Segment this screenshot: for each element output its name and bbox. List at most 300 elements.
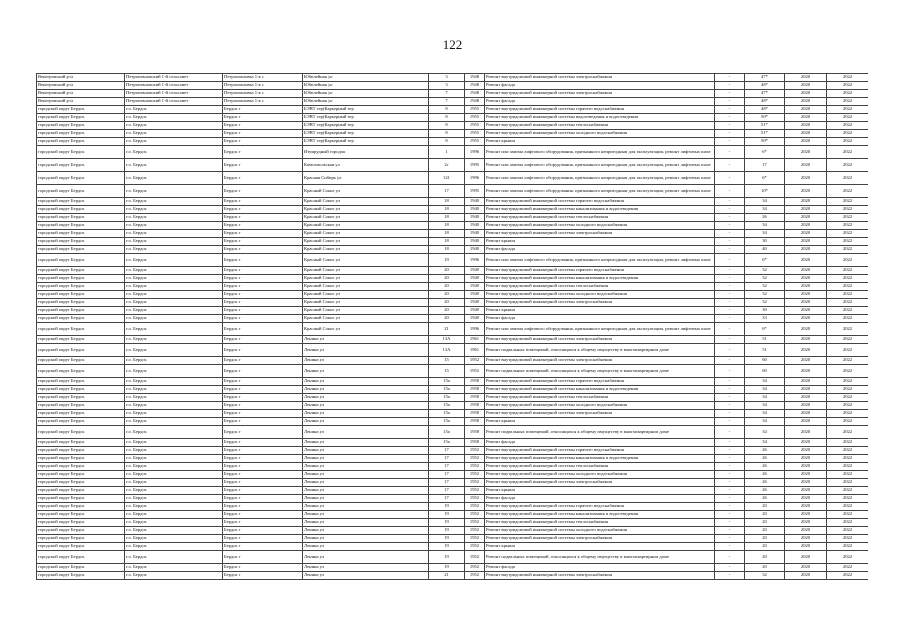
apartment-count-cell: 32 [745,275,785,283]
build-year-cell: 1955 [465,122,485,130]
apartment-count-cell: 32 [745,283,785,291]
house-number-cell: 3 [429,82,465,90]
apartment-count-cell: 34 [745,222,785,230]
street-cell: Красный Сокол ул [303,307,429,315]
end-year-cell: 2022 [827,246,869,254]
work-type-cell: Ремонт крыши [485,307,715,315]
apartment-count-cell: 20 [745,564,785,572]
street-cell: Юбилейная ул [303,74,429,82]
work-type-cell: Ремонт или замена лифтового оборудования, признанного непригодным для эксплуатации, ремонт лифтовых шахт [485,172,715,185]
house-number-cell: 1 [429,146,465,159]
settlement-cell: г.о. Бердск [125,159,223,172]
build-year-cell: 1940 [465,198,485,206]
work-type-cell: Ремонт или замена лифтового оборудования, признанного непригодным для эксплуатации, ремонт лифтовых шахт [485,185,715,198]
municipality-cell: городской округ Бердск [37,479,125,487]
cost-cell: - [715,230,745,238]
build-year-cell: 1958 [465,386,485,394]
table-row [37,254,869,267]
build-year-cell: 1958 [465,394,485,402]
settlement-cell: г.о. Бердск [125,299,223,307]
work-type-cell: Ремонт подвальных помещений, относящихся к общему имуществу в многоквартирном доме [485,551,715,564]
settlement-cell: г.о. Бердск [125,439,223,447]
table-row [37,198,869,206]
work-type-cell: Ремонт внутридомовой инженерной системы электроснабжения [485,230,715,238]
start-year-cell: 2020 [785,511,827,519]
house-number-cell: 18 [429,222,465,230]
work-type-cell: Ремонт внутридомовой инженерной системы горячего водоснабжения [485,503,715,511]
build-year-cell: 1940 [465,238,485,246]
street-cell: Ленина ул [303,394,429,402]
house-number-cell: 121 [429,172,465,185]
build-year-cell: 1952 [465,511,485,519]
house-number-cell: 2г [429,159,465,172]
end-year-cell: 2022 [827,535,869,543]
locality-cell: Бердск г [223,267,303,275]
settlement-cell: г.о. Бердск [125,122,223,130]
settlement-cell: г.о. Бердск [125,495,223,503]
start-year-cell: 2020 [785,463,827,471]
start-year-cell: 2020 [785,254,827,267]
municipality-cell: городской округ Бердск [37,114,125,122]
end-year-cell: 2022 [827,527,869,535]
street-cell: Ленина ул [303,543,429,551]
locality-cell: Бердск г [223,307,303,315]
work-type-cell: Ремонт внутридомовой инженерной системы электроснабжения [485,299,715,307]
apartment-count-cell: 60 [745,365,785,378]
cost-cell: - [715,122,745,130]
work-type-cell: Ремонт внутридомовой инженерной системы канализования и водоотведения [485,275,715,283]
table-row [37,323,869,336]
settlement-cell: г.о. Бердск [125,463,223,471]
table-row [37,336,869,344]
apartment-count-cell: 34 [745,230,785,238]
apartment-count-cell: 26 [745,487,785,495]
locality-cell: Бердск г [223,206,303,214]
street-cell: Красный Сокол ул [303,246,429,254]
house-number-cell: 8 [429,114,465,122]
locality-cell: Бердск г [223,214,303,222]
table-row [37,230,869,238]
table-row [37,159,869,172]
house-number-cell: 21 [429,572,465,580]
house-number-cell: 18 [429,246,465,254]
locality-cell: Бердск г [223,365,303,378]
table-row [37,283,869,291]
work-type-cell: Ремонт внутридомовой инженерной системы теплоснабжения [485,122,715,130]
settlement-cell: Петропавловский 1-й сельсовет [125,98,223,106]
settlement-cell: г.о. Бердск [125,307,223,315]
start-year-cell: 2020 [785,114,827,122]
house-number-cell: 19 [429,519,465,527]
locality-cell: Бердск г [223,564,303,572]
end-year-cell: 2022 [827,159,869,172]
work-type-cell: Ремонт внутридомовой инженерной системы холодного водоснабжения [485,222,715,230]
table-row [37,447,869,455]
street-cell: Ленина ул [303,386,429,394]
start-year-cell: 2020 [785,159,827,172]
apartment-count-cell: 34 [745,206,785,214]
table-row [37,98,869,106]
start-year-cell: 2020 [785,185,827,198]
apartment-count-cell: 34 [745,418,785,426]
table-row [37,386,869,394]
settlement-cell: г.о. Бердск [125,365,223,378]
build-year-cell: 1952 [465,479,485,487]
cost-cell: - [715,527,745,535]
start-year-cell: 2020 [785,572,827,580]
apartment-count-cell: 34 [745,410,785,418]
municipality-cell: городской округ Бердск [37,519,125,527]
municipality-cell: городской округ Бердск [37,394,125,402]
apartment-count-cell: 30 [745,238,785,246]
cost-cell: - [715,426,745,439]
street-cell: Красный Сокол ул [303,206,429,214]
table-body [37,74,869,580]
locality-cell: Бердск г [223,122,303,130]
work-type-cell: Ремонт внутридомовой инженерной системы канализования и водоотведения [485,511,715,519]
house-number-cell: 17 [429,185,465,198]
street-cell: Ленина ул [303,344,429,357]
settlement-cell: г.о. Бердск [125,487,223,495]
start-year-cell: 2020 [785,447,827,455]
apartment-count-cell: 32 [745,299,785,307]
locality-cell: Бердск г [223,172,303,185]
work-type-cell: Ремонт фасада [485,315,715,323]
build-year-cell: 1996 [465,254,485,267]
house-number-cell: 15 [429,365,465,378]
house-number-cell: 13А [429,336,465,344]
end-year-cell: 2022 [827,479,869,487]
table-row [37,106,869,114]
locality-cell: Бердск г [223,394,303,402]
end-year-cell: 2022 [827,447,869,455]
table-row [37,291,869,299]
apartment-count-cell: 51 [745,344,785,357]
table-row [37,455,869,463]
start-year-cell: 2020 [785,471,827,479]
start-year-cell: 2020 [785,230,827,238]
street-cell: Ленина ул [303,426,429,439]
street-cell: Красный Сокол ул [303,283,429,291]
cost-cell: - [715,365,745,378]
settlement-cell: г.о. Бердск [125,114,223,122]
settlement-cell: г.о. Бердск [125,344,223,357]
street-cell: Красный Сокол ул [303,214,429,222]
start-year-cell: 2020 [785,299,827,307]
street-cell: Ленина ул [303,503,429,511]
start-year-cell: 2020 [785,386,827,394]
municipality-cell: городской округ Бердск [37,487,125,495]
apartment-count-cell: 6* [745,254,785,267]
settlement-cell: г.о. Бердск [125,410,223,418]
end-year-cell: 2022 [827,511,869,519]
build-year-cell: 1948 [465,82,485,90]
start-year-cell: 2020 [785,214,827,222]
table-row [37,418,869,426]
street-cell: Ленина ул [303,365,429,378]
locality-cell: Бердск г [223,426,303,439]
table-row [37,527,869,535]
locality-cell: Петропавловка 1-я с [223,74,303,82]
table-row [37,122,869,130]
apartment-count-cell: 30 [745,307,785,315]
apartment-count-cell: 6* [745,172,785,185]
house-number-cell: 19 [429,551,465,564]
cost-cell: - [715,106,745,114]
start-year-cell: 2020 [785,172,827,185]
settlement-cell: г.о. Бердск [125,418,223,426]
build-year-cell: 1955 [465,114,485,122]
settlement-cell: г.о. Бердск [125,267,223,275]
build-year-cell: 1996 [465,323,485,336]
apartment-count-cell: 20 [745,527,785,535]
house-number-cell: 19 [429,254,465,267]
street-cell: Юбилейная ул [303,82,429,90]
settlement-cell: г.о. Бердск [125,519,223,527]
settlement-cell: г.о. Бердск [125,426,223,439]
end-year-cell: 2022 [827,344,869,357]
work-type-cell: Ремонт внутридомовой инженерной системы теплоснабжения [485,283,715,291]
house-number-cell: 17 [429,463,465,471]
cost-cell: - [715,222,745,230]
house-number-cell: 19 [429,564,465,572]
table-row [37,238,869,246]
municipality-cell: городской округ Бердск [37,254,125,267]
locality-cell: Бердск г [223,323,303,336]
build-year-cell: 1952 [465,357,485,365]
start-year-cell: 2020 [785,222,827,230]
end-year-cell: 2022 [827,230,869,238]
end-year-cell: 2022 [827,426,869,439]
build-year-cell: 1958 [465,402,485,410]
cost-cell: - [715,82,745,90]
apartment-count-cell: 20 [745,519,785,527]
house-number-cell: 20 [429,267,465,275]
municipality-cell: городской округ Бердск [37,564,125,572]
table-row [37,344,869,357]
work-type-cell: Ремонт внутридомовой инженерной системы холодного водоснабжения [485,527,715,535]
cost-cell: - [715,394,745,402]
settlement-cell: г.о. Бердск [125,206,223,214]
build-year-cell: 1996 [465,172,485,185]
build-year-cell: 1940 [465,214,485,222]
street-cell: БЭВТ тер(Карьерный тер [303,130,429,138]
municipality-cell: городской округ Бердск [37,378,125,386]
work-type-cell: Ремонт внутридомовой инженерной системы холодного водоснабжения [485,471,715,479]
apartment-count-cell: 51* [745,130,785,138]
locality-cell: Бердск г [223,185,303,198]
end-year-cell: 2022 [827,543,869,551]
table-row [37,463,869,471]
municipality-cell: городской округ Бердск [37,106,125,114]
locality-cell: Бердск г [223,299,303,307]
street-cell: Ленина ул [303,410,429,418]
apartment-count-cell: 48* [745,106,785,114]
settlement-cell: г.о. Бердск [125,185,223,198]
house-number-cell: 17 [429,479,465,487]
settlement-cell: г.о. Бердск [125,471,223,479]
settlement-cell: г.о. Бердск [125,572,223,580]
end-year-cell: 2022 [827,495,869,503]
build-year-cell: 1958 [465,418,485,426]
locality-cell: Бердск г [223,572,303,580]
municipality-cell: Венгеровский р-н [37,98,125,106]
apartment-count-cell: 26 [745,463,785,471]
locality-cell: Бердск г [223,471,303,479]
municipality-cell: городской округ Бердск [37,146,125,159]
house-number-cell: 7 [429,90,465,98]
municipality-cell: городской округ Бердск [37,206,125,214]
end-year-cell: 2022 [827,299,869,307]
municipality-cell: городской округ Бердск [37,336,125,344]
start-year-cell: 2020 [785,378,827,386]
table-row [37,138,869,146]
settlement-cell: г.о. Бердск [125,323,223,336]
street-cell: Ленина ул [303,447,429,455]
end-year-cell: 2022 [827,172,869,185]
end-year-cell: 2022 [827,439,869,447]
settlement-cell: г.о. Бердск [125,503,223,511]
municipality-cell: городской округ Бердск [37,122,125,130]
build-year-cell: 1958 [465,378,485,386]
locality-cell: Бердск г [223,551,303,564]
cost-cell: - [715,471,745,479]
municipality-cell: городской округ Бердск [37,447,125,455]
house-number-cell: 20 [429,275,465,283]
cost-cell: - [715,463,745,471]
locality-cell: Бердск г [223,439,303,447]
apartment-count-cell: 26 [745,495,785,503]
house-number-cell: 18 [429,198,465,206]
build-year-cell: 1948 [465,90,485,98]
cost-cell: - [715,447,745,455]
house-number-cell: 20 [429,291,465,299]
end-year-cell: 2022 [827,418,869,426]
house-number-cell: 3 [429,74,465,82]
municipality-cell: городской округ Бердск [37,471,125,479]
end-year-cell: 2022 [827,198,869,206]
apartment-count-cell: 34 [745,198,785,206]
settlement-cell: г.о. Бердск [125,283,223,291]
municipality-cell: городской округ Бердск [37,365,125,378]
build-year-cell: 1940 [465,315,485,323]
cost-cell: - [715,291,745,299]
municipality-cell: городской округ Бердск [37,275,125,283]
locality-cell: Бердск г [223,283,303,291]
house-number-cell: 20 [429,307,465,315]
house-number-cell: 18 [429,214,465,222]
locality-cell: Петропавловка 1-я с [223,90,303,98]
cost-cell: - [715,344,745,357]
house-number-cell: 15а [429,386,465,394]
start-year-cell: 2020 [785,402,827,410]
apartment-count-cell: 32 [745,572,785,580]
house-number-cell: 13А [429,344,465,357]
work-type-cell: Ремонт фасада [485,98,715,106]
locality-cell: Бердск г [223,315,303,323]
house-number-cell: 8 [429,106,465,114]
cost-cell: - [715,283,745,291]
apartment-count-cell: 20 [745,503,785,511]
table-row [37,503,869,511]
table-row [37,114,869,122]
end-year-cell: 2022 [827,471,869,479]
work-type-cell: Ремонт внутридомовой инженерной системы водоотведения и водоотведения [485,114,715,122]
street-cell: Красный Сокол ул [303,291,429,299]
locality-cell: Бердск г [223,246,303,254]
table-row [37,185,869,198]
apartment-count-cell: 17 [745,159,785,172]
locality-cell: Бердск г [223,114,303,122]
municipality-cell: городской округ Бердск [37,185,125,198]
cost-cell: - [715,172,745,185]
start-year-cell: 2020 [785,106,827,114]
municipality-cell: городской округ Бердск [37,214,125,222]
table-row [37,299,869,307]
municipality-cell: Венгеровский р-н [37,90,125,98]
start-year-cell: 2020 [785,495,827,503]
build-year-cell: 1940 [465,222,485,230]
municipality-cell: городской округ Бердск [37,410,125,418]
table-row [37,378,869,386]
build-year-cell: 1952 [465,495,485,503]
locality-cell: Бердск г [223,254,303,267]
end-year-cell: 2022 [827,323,869,336]
table-row [37,214,869,222]
table-row [37,535,869,543]
table-row [37,551,869,564]
settlement-cell: г.о. Бердск [125,246,223,254]
work-type-cell: Ремонт или замена лифтового оборудования, признанного непригодным для эксплуатации, ремонт лифтовых шахт [485,146,715,159]
table-row [37,519,869,527]
cost-cell: - [715,299,745,307]
end-year-cell: 2022 [827,82,869,90]
end-year-cell: 2022 [827,551,869,564]
house-number-cell: 15а [429,410,465,418]
build-year-cell: 1958 [465,410,485,418]
work-type-cell: Ремонт внутридомовой инженерной системы горячего водоснабжения [485,267,715,275]
apartment-count-cell: 48* [745,82,785,90]
settlement-cell: г.о. Бердск [125,535,223,543]
build-year-cell: 1952 [465,551,485,564]
build-year-cell: 1995 [465,159,485,172]
municipality-cell: городской округ Бердск [37,291,125,299]
locality-cell: Бердск г [223,159,303,172]
work-type-cell: Ремонт крыши [485,418,715,426]
locality-cell: Бердск г [223,138,303,146]
start-year-cell: 2020 [785,122,827,130]
start-year-cell: 2020 [785,98,827,106]
locality-cell: Бердск г [223,336,303,344]
table-row [37,246,869,254]
locality-cell: Бердск г [223,146,303,159]
municipality-cell: городской округ Бердск [37,463,125,471]
locality-cell: Бердск г [223,386,303,394]
settlement-cell: г.о. Бердск [125,130,223,138]
apartment-count-cell: 50* [745,138,785,146]
build-year-cell: 1952 [465,527,485,535]
cost-cell: - [715,198,745,206]
house-number-cell: 15а [429,394,465,402]
house-number-cell: 20 [429,315,465,323]
build-year-cell: 1955 [465,130,485,138]
build-year-cell: 1955 [465,106,485,114]
apartment-count-cell: 51* [745,122,785,130]
build-year-cell: 1952 [465,365,485,378]
end-year-cell: 2022 [827,291,869,299]
work-type-cell: Ремонт фасада [485,82,715,90]
municipality-cell: городской округ Бердск [37,307,125,315]
